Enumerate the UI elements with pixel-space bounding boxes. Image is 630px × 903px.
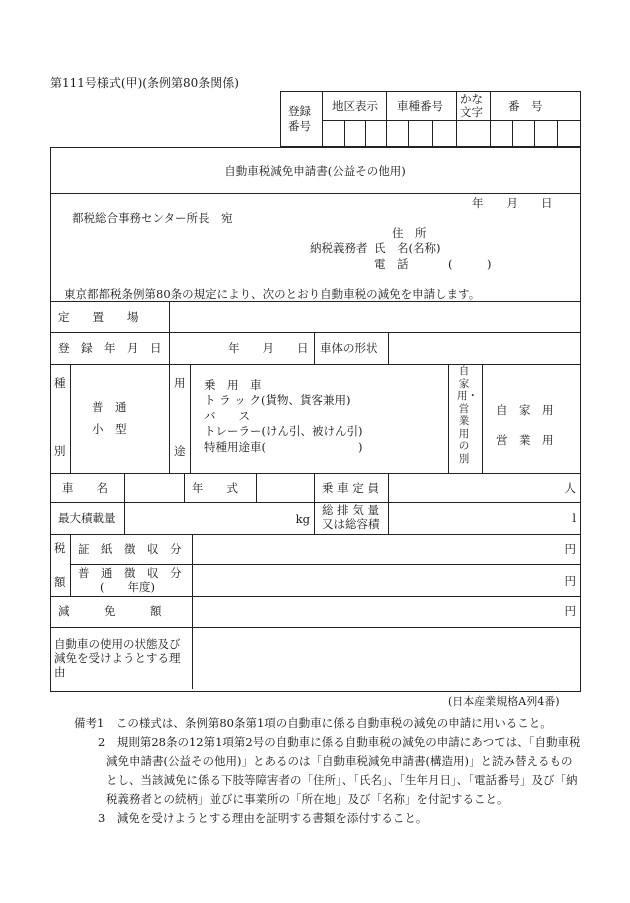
stamp-collection-label: 証 紙 徴 収 分 (78, 542, 182, 556)
type-label-bottom: 別 (54, 444, 66, 458)
regular-collection-label: 普 通 徴 収 分 (78, 566, 182, 580)
usage-label-top: 用 (174, 376, 186, 390)
reason-label: 自動車の使用の状態及び減免を受けようとする理由 (54, 637, 181, 679)
note-2-line-4: 税義務者との続柄」並びに事業所の「所在地」及び「名称」を付記すること。 (106, 792, 509, 806)
registration-date-value: 年 月 日 (228, 341, 309, 355)
usage-label-bottom: 途 (174, 444, 186, 458)
type-label-top: 種 (54, 376, 66, 390)
model-year-label: 年 式 (192, 481, 238, 495)
note-1: 備考1 この様式は、条例第80条第1項の自動車に係る自動車税の減免の申請に用いること。 (74, 716, 552, 730)
capacity-label: 乗 車 定 員 (322, 481, 379, 495)
max-load-label: 最大積載量 (58, 511, 116, 525)
vehicle-type-number-label: 車種番号 (397, 99, 443, 113)
registration-date-label: 登 録 年 月 日 (58, 341, 162, 355)
tax-label-bottom: 額 (54, 575, 66, 589)
reduction-amount-label: 減 免 額 (58, 604, 162, 618)
reduction-yen: 円 (564, 604, 576, 618)
usage-truck: ト ラ ッ ク(貨物、貨客兼用) (204, 393, 351, 407)
form-id: 第111号様式(甲)(条例第80条関係) (50, 76, 239, 90)
usage-passenger: 乗 用 車 (204, 378, 262, 392)
business-use: 営 業 用 (496, 433, 554, 447)
note-2-line-3: とし、当該減免に係る下肢等障害者の「住所」、「氏名」、「生年月日」、「電話番号」及び「納 (106, 773, 578, 787)
number-label: 番 号 (508, 99, 543, 113)
regular-yen: 円 (564, 574, 576, 588)
area-label: 地区表示 (332, 99, 378, 113)
tax-label-top: 税 (54, 541, 66, 555)
stamp-yen: 円 (564, 542, 576, 556)
type-small: 小 型 (92, 422, 127, 436)
usage-special: 特種用途車( ) (204, 440, 363, 454)
kg-unit: kg (295, 512, 310, 526)
body-shape-label: 車体の形状 (320, 341, 378, 355)
location-label: 定 置 場 (58, 310, 139, 324)
private-use: 自 家 用 (496, 403, 554, 417)
phone-parentheses: ( ) (448, 257, 492, 271)
usage-trailer: トレーラー(けん引、被けん引) (204, 424, 363, 438)
note-3: 3 減免を受けようとする理由を証明する書類を添付すること。 (98, 811, 428, 825)
application-statement: 東京都都税条例第80条の規定により、次のとおり自動車税の減免を申請します。 (64, 287, 481, 301)
form-title: 自動車税減免申請書(公益その他用) (224, 164, 406, 178)
car-name-label: 車 名 (62, 481, 108, 495)
kana-label: かな文字 (460, 92, 483, 119)
usage-bus: バ ス (204, 409, 250, 423)
note-2-line-1: 2 規則第28条の12第1項第2号の自動車に係る自動車税の減免の申請にあつては、「自動車税 (98, 735, 581, 749)
addressee: 都税総合事務センター所長 宛 (72, 211, 233, 225)
address-label: 住 所 (392, 226, 427, 240)
fiscal-year-label: ( 年度) (100, 580, 155, 594)
paper-size: (日本産業規格A列4番) (448, 695, 560, 708)
taxpayer-label: 納税義務者 (310, 241, 368, 255)
capacity-unit: 人 (564, 481, 576, 495)
type-regular: 普 通 (92, 400, 127, 414)
name-label: 氏 名(名称) (374, 241, 441, 255)
displacement-unit: l (572, 511, 576, 525)
note-2-line-2: 減免申請書(公益その他用)」とあるのは「自動車税減免申請書(構造用)」と読み替えるもの (106, 754, 573, 768)
registration-label: 登録番号 (288, 104, 311, 133)
private-business-label: 自家用・営業用の別 (457, 365, 478, 465)
date-line: 年 月 日 (472, 196, 553, 210)
phone-label: 電 話 (374, 257, 409, 271)
displacement-label: 総 排 気 量 又は総容積 (322, 503, 380, 531)
